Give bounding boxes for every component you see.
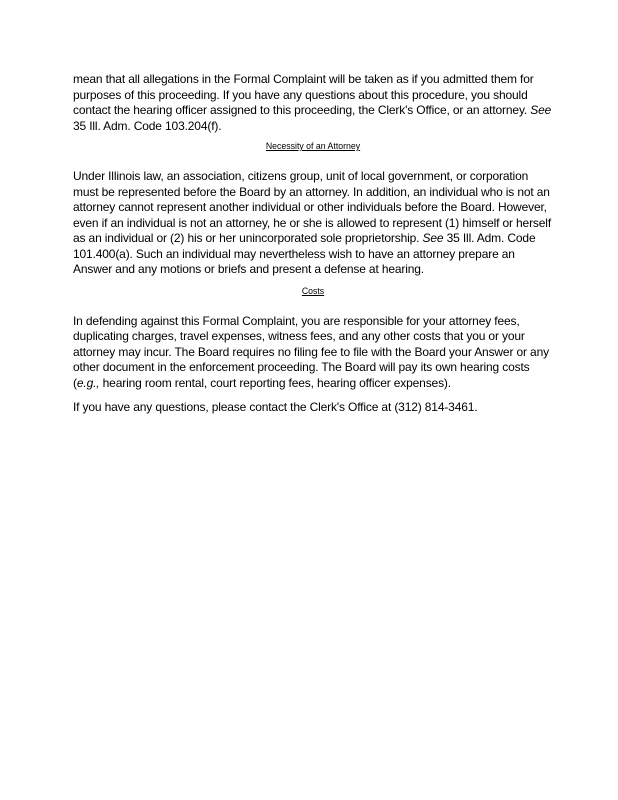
section-heading-necessity-of-attorney: Necessity of an Attorney — [265, 141, 361, 152]
paragraph-text: mean that all allegations in the Formal Complaint will be taken as if you admitted them for purposes of this proceeding. If you have any questions about this procedure, you should contact the hearing officer assigned to this proceeding, the Clerk's Office, or an attorney. — [73, 72, 534, 117]
paragraph-attorney-requirement — [73, 169, 553, 278]
document-page — [73, 72, 553, 416]
paragraph-contact-clerk: If you have any questions, please contact the Clerk's Office at (312) 814-3461. — [73, 400, 478, 414]
paragraph-text: hearing room rental, court reporting fees, hearing officer expenses). — [99, 375, 451, 390]
citation-signal: See — [530, 103, 552, 117]
citation-text: 35 Ill. Adm. Code 103.204(f). — [73, 118, 222, 133]
paragraph-costs — [73, 314, 553, 392]
paragraph-text: Under Illinois law, an association, citizens group, unit of local government, or corporation must be represented before the Board by an attorney. In addition, an individual who is not an attorney cannot represent another individual or other individuals before the Board. However, even if an individual is not an attorney, he or she is allowed to represent (1) himself or herself as an individual or (2) his or her unincorporated sole proprietorship. — [73, 169, 552, 245]
paragraph-text: In defending against this Formal Complaint, you are responsible for your attorney fees, duplicating charges, travel expenses, witness fees, and any other costs that you or your attorney may incur. The Board requires no filing fee to file with the Board your Answer or any other document in the enforcement proceeding. The Board will pay its own hearing costs ( — [73, 313, 549, 390]
section-heading-costs: Costs — [301, 285, 325, 297]
citation-signal: See — [422, 231, 444, 245]
paragraph-default-consequence — [73, 72, 553, 134]
example-signal: e.g., — [76, 375, 100, 390]
citation-text: 35 Ill. Adm. Code 101.400(a). Such an individual may nevertheless wish to have an attorney prepare an Answer and any motions or briefs and present a defense at hearing. — [73, 231, 536, 276]
